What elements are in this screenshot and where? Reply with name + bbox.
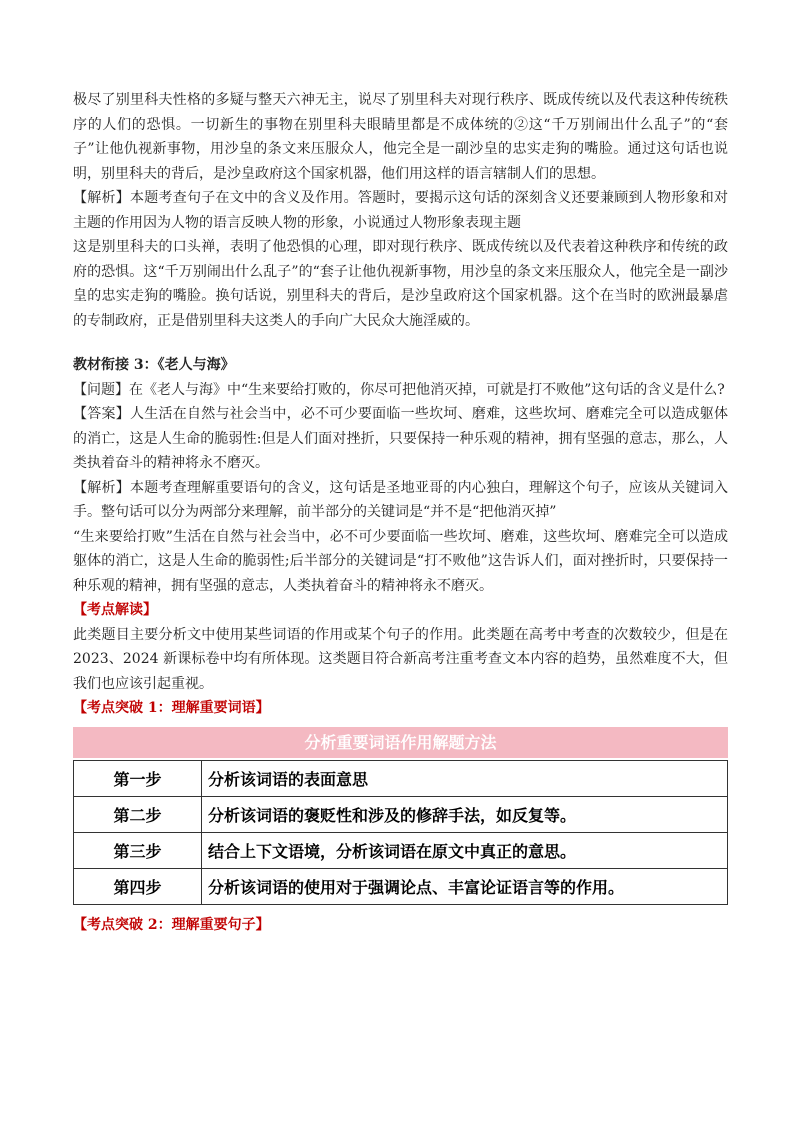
answer-text: 人生活在自然与社会当中，必不可少要面临一些坎坷、磨难，这些坎坷、磨难完全可以造成躯体的消亡，这是人生命的脆弱性:但是人们面对挫折，只要保持一种乐观的精神，拥有坚强的意志，那么，人类执着奋斗的精神将永不磨灭。 [73, 406, 729, 471]
step-label: 第四步 [74, 868, 202, 904]
question-label: 【问题】 [73, 381, 129, 398]
answer-paragraph [73, 402, 728, 476]
method-banner: 分析重要词语作用解题方法 [73, 727, 728, 758]
analysis-label: 【解析】 [73, 479, 130, 496]
section-title-old-man-and-sea: 教材衔接 3：《老人与海》 [73, 357, 235, 373]
table-row [74, 796, 728, 832]
table-row [74, 760, 728, 796]
analysis-paragraph [73, 476, 728, 525]
step-description: 结合上下文语境，分析该词语在原文中真正的意思。 [202, 832, 728, 868]
step-description: 分析该词语的表面意思 [202, 760, 728, 796]
table-row [74, 832, 728, 868]
paragraph-explanation [73, 186, 728, 235]
step-description: 分析该词语的褒贬性和涉及的修辞手法，如反复等。 [202, 796, 728, 832]
step-description: 分析该词语的使用对于强调论点、丰富论证语言等的作用。 [202, 868, 728, 904]
kaodian-text: 此类题目主要分析文中使用某些词语的作用或某个句子的作用。此类题在高考中考查的次数较少，但是在 2023、2024 新课标卷中均有所体现。这类题目符合新高考注重考查文本内容的趋势，虽然难度不大，但我们也应该引起重视。 [73, 626, 728, 692]
breakthrough-1-title: 【考点突破 1：理解重要词语】 [73, 700, 270, 716]
document-page [73, 88, 728, 937]
breakthrough-2-title: 【考点突破 2：理解重要句子】 [73, 916, 270, 933]
paragraph-analysis-continued: 极尽了别里科夫性格的多疑与整天六神无主，说尽了别里科夫对现行秩序、既成传统以及代表这种传统秩序的人们的恐惧。一切新生的事物在别里科夫眼睛里都是不成体统的②这“千万别闹出什么乱子”的“套子”让他仇视新事物，用沙皇的条文来压服众人，他完全是一副沙皇的忠实走狗的嘴脸。通过这句话也说明，别里科夫的背后，是沙皇政府这个国家机器，他们用这样的语言辖制人们的思想。 [73, 92, 728, 182]
question-text: 在《老人与海》中“生来要给打败的，你尽可把他消灭掉，可就是打不败他”这句话的含义是什么? [129, 381, 725, 398]
analysis-text: 本题考查理解重要语句的含义，这句话是圣地亚哥的内心独白，理解这个句子，应该从关键词入手。整句话可以分为两部分来理解，前半部分的关键词是“并不是“把他消灭掉” [73, 479, 729, 520]
step-label: 第三步 [74, 832, 202, 868]
question-paragraph [73, 378, 728, 403]
steps-table [73, 760, 728, 905]
analysis-paragraph-2: “生来要给打败”生活在自然与社会当中，必不可少要面临一些坎坷、磨难，这些坎坷、磨难完全可以造成躯体的消亡，这是人生命的脆弱性;后半部分的关键词是“打不败他”这告诉人们，面对挫折时，只要保持一种乐观的精神，拥有坚强的意志，人类执着奋斗的精神将永不磨灭。 [73, 528, 728, 594]
answer-label: 【答案】 [73, 406, 130, 422]
paragraph-belikov: 这是别里科夫的口头禅，表明了他恐惧的心理，即对现行秩序、既成传统以及代表着这种秩序和传统的政府的恐惧。这“千万别闹出什么乱子”的“套子让他仇视新事物，用沙皇的条文来压服众人，他完全是一副沙皇的忠实走狗的嘴脸。换句话说，别里科夫的背后，是沙皇政府这个国家机器。这个在当时的欧洲最暴虐的专制政府，正是借别里科夫这类人的手向广大民众大施淫威的。 [73, 239, 728, 329]
kaodian-title: 【考点解读】 [73, 602, 157, 618]
step-label: 第一步 [74, 760, 202, 796]
explanation-text: 本题考查句子在文中的含义及作用。答题时，要揭示这句话的深刻含义还要兼顾到人物形象和对主题的作用因为人物的语言反映人物的形象，小说通过人物形象表现主题 [73, 190, 729, 231]
explanation-label: 【解析】 [73, 190, 130, 206]
spacer [73, 333, 728, 353]
table-row [74, 868, 728, 904]
step-label: 第二步 [74, 796, 202, 832]
